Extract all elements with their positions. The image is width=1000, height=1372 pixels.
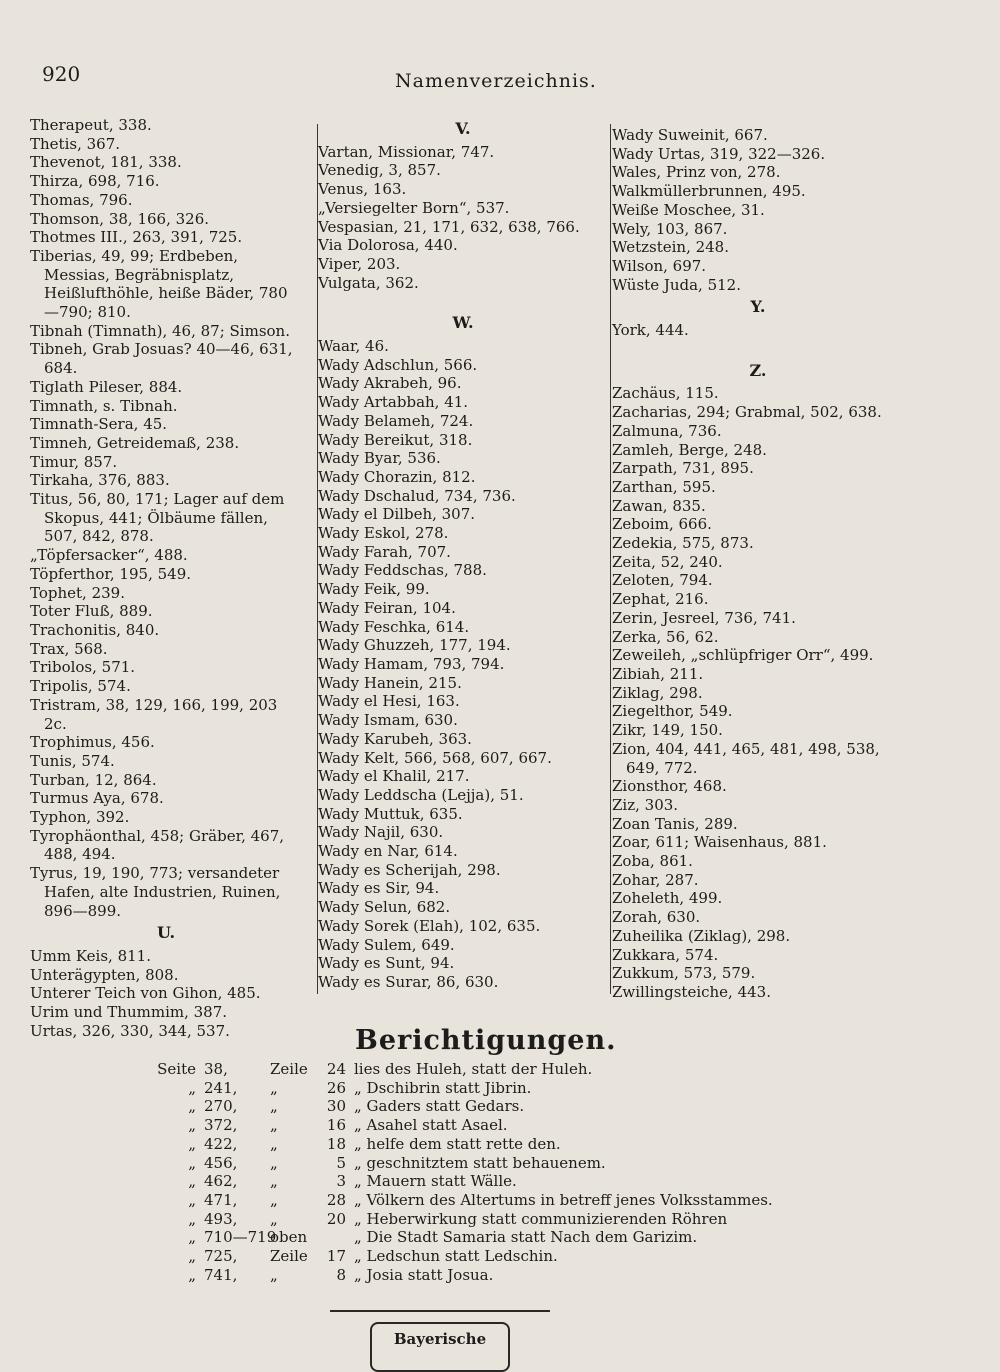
correction-cell: „ helfe dem statt rette den. [354, 1134, 561, 1153]
index-entry: Zibiah, 211. [612, 664, 704, 683]
index-entry: Venedig, 3, 857. [318, 161, 441, 180]
index-entry: York, 444. [612, 321, 689, 340]
page-number: 920 [42, 62, 81, 86]
index-entry: Wady Kelt, 566, 568, 607, 667. [318, 748, 552, 767]
index-entry: Zephat, 216. [612, 590, 709, 609]
index-entry: Wady es Scherijah, 298. [318, 860, 501, 879]
section-letter: Z. [749, 360, 767, 380]
corrections-title: Berichtigungen. [355, 1025, 617, 1056]
correction-cell: „ Dschibrin statt Jibrin. [354, 1078, 532, 1097]
index-entry: Wady es Sunt, 94. [318, 954, 455, 973]
index-entry: Zeboim, 666. [612, 515, 712, 534]
correction-row [130, 1266, 850, 1285]
correction-row [130, 1060, 850, 1079]
index-entry: Wady Sulem, 649. [318, 935, 455, 954]
correction-cell: „ [188, 1209, 196, 1228]
index-entry: Wady Leddscha (Lejja), 51. [318, 785, 524, 804]
index-entry: Wady Feschka, 614. [318, 617, 470, 636]
correction-cell: „ [270, 1134, 278, 1153]
section-letter: V. [455, 119, 471, 138]
index-entry: Turmus Aya, 678. [30, 789, 164, 808]
index-entry: Wady es Surar, 86, 630. [318, 972, 499, 991]
index-entry: Viper, 203. [318, 254, 401, 273]
index-entry: Wady Sorek (Elah), 102, 635. [318, 916, 541, 935]
index-entry: Zoar, 611; Waisenhaus, 881. [612, 833, 827, 852]
correction-cell: „ [188, 1172, 196, 1191]
index-entry: Tribolos, 571. [30, 658, 136, 677]
correction-cell: 24 [326, 1060, 346, 1078]
correction-cell: „ [188, 1153, 196, 1172]
index-entry: Venus, 163. [318, 180, 407, 199]
correction-row [130, 1172, 850, 1191]
index-entry: Zarpath, 731, 895. [612, 459, 754, 478]
index-entry: Walkmüllerbrunnen, 495. [612, 182, 806, 201]
correction-cell: „ [270, 1209, 278, 1228]
correction-cell: 38, [204, 1060, 228, 1078]
index-entry: Wady Ghuzzeh, 177, 194. [318, 636, 511, 655]
index-entry: Zuheilika (Ziklag), 298. [612, 926, 791, 945]
correction-cell: „ geschnitztem statt behauenem. [354, 1153, 606, 1172]
correction-cell: „ [188, 1247, 196, 1266]
correction-cell: „ [188, 1265, 196, 1284]
index-entry: Thotmes III., 263, 391, 725. [30, 228, 243, 247]
index-entry: Wady Feddschas, 788. [318, 561, 487, 580]
index-entry: Tirkaha, 376, 883. [30, 471, 170, 490]
index-entry: Trophimus, 456. [30, 733, 155, 752]
index-entry: Tibnah (Timnath), 46, 87; Simson. [30, 321, 290, 340]
index-entry: Zikr, 149, 150. [612, 721, 723, 740]
index-entry: Zawan, 835. [612, 496, 706, 515]
spacer [318, 292, 608, 310]
correction-cell: „ [270, 1190, 278, 1209]
index-column-1 [30, 116, 302, 1040]
index-entry: Wady Hanein, 215. [318, 673, 462, 692]
index-entry: Wady el Dilbeh, 307. [318, 505, 476, 524]
correction-cell: „ [270, 1097, 278, 1116]
index-entry: Turban, 12, 864. [30, 770, 157, 789]
index-entry: Zoheleth, 499. [612, 889, 723, 908]
index-entry: Wady el Hesi, 163. [318, 692, 460, 711]
index-entry: Zamleh, Berge, 248. [612, 440, 767, 459]
correction-cell: „ [188, 1228, 196, 1247]
index-entry: Zerka, 56, 62. [612, 627, 719, 646]
index-entry: Thirza, 698, 716. [30, 172, 160, 191]
index-entry: Wady Najil, 630. [318, 823, 444, 842]
correction-cell: 20 [326, 1209, 346, 1228]
index-entry: Trachonitis, 840. [30, 620, 160, 639]
index-entry: Urim und Thummim, 387. [30, 1003, 228, 1022]
index-entry: Wady Byar, 536. [318, 449, 441, 468]
index-entry: Wady Feik, 99. [318, 580, 430, 599]
library-stamp: Bayerische [370, 1322, 510, 1372]
index-entry: Wady Eskol, 278. [318, 524, 449, 543]
index-entry: Tripolis, 574. [30, 677, 131, 696]
corrections-list [130, 1060, 850, 1284]
index-entry: Töpferthor, 195, 549. [30, 564, 192, 583]
correction-cell: 493, [204, 1209, 238, 1228]
index-entry: Vartan, Missionar, 747. [318, 142, 495, 161]
correction-cell: 456, [204, 1153, 238, 1172]
index-entry: Zorah, 630. [612, 908, 701, 927]
index-entry: Ziegelthor, 549. [612, 702, 733, 721]
correction-row [130, 1228, 850, 1247]
index-entry: Via Dolorosa, 440. [318, 236, 458, 255]
index-column-3 [612, 126, 904, 1002]
spacer [612, 340, 904, 358]
index-entry: Timnath, s. Tibnah. [30, 396, 178, 415]
correction-cell: lies des Huleh, statt der Huleh. [354, 1060, 593, 1078]
correction-row [130, 1097, 850, 1116]
index-entry: Ziklag, 298. [612, 683, 703, 702]
index-entry: Zionsthor, 468. [612, 777, 727, 796]
index-entry: Thevenot, 181, 338. [30, 153, 182, 172]
index-entry: Zalmuna, 736. [612, 421, 722, 440]
index-entry: Wüste Juda, 512. [612, 275, 741, 294]
index-entry: Typhon, 392. [30, 808, 130, 827]
correction-cell: 3 [336, 1172, 346, 1191]
correction-row [130, 1116, 850, 1135]
correction-cell: „ [270, 1265, 278, 1284]
correction-cell: Zeile [270, 1247, 308, 1266]
correction-cell: „ Josia statt Josua. [354, 1265, 494, 1284]
index-entry: Wady Feiran, 104. [318, 598, 456, 617]
index-entry: Zacharias, 294; Grabmal, 502, 638. [612, 403, 882, 422]
correction-row [130, 1079, 850, 1098]
index-entry: Zohar, 287. [612, 870, 699, 889]
correction-cell: „ Mauern statt Wälle. [354, 1172, 517, 1191]
index-entry: Zeloten, 794. [612, 571, 713, 590]
correction-cell: „ [188, 1190, 196, 1209]
index-entry: Wady en Nar, 614. [318, 842, 458, 861]
correction-cell: 8 [336, 1265, 346, 1284]
correction-cell: 18 [326, 1134, 346, 1153]
index-entry: Wady Ismam, 630. [318, 711, 458, 730]
index-entry: Zoba, 861. [612, 852, 693, 871]
index-entry: Wady Chorazin, 812. [318, 467, 476, 486]
index-entry: Wilson, 697. [612, 256, 707, 275]
correction-cell: 17 [326, 1247, 346, 1266]
index-entry: Trax, 568. [30, 639, 108, 658]
index-entry: Ziz, 303. [612, 795, 679, 814]
index-entry: Tiglath Pileser, 884. [30, 377, 183, 396]
index-entry: Wady Belameh, 724. [318, 411, 474, 430]
index-entry: Wady Muttuk, 635. [318, 804, 463, 823]
index-entry: Toter Fluß, 889. [30, 602, 153, 621]
index-entry: Unterägypten, 808. [30, 965, 179, 984]
correction-cell: 5 [336, 1153, 346, 1172]
correction-cell [312, 1228, 354, 1247]
correction-row [130, 1191, 850, 1210]
index-entry: Wady es Sir, 94. [318, 879, 440, 898]
index-entry: Wady Suweinit, 667. [612, 126, 768, 144]
correction-row [130, 1154, 850, 1173]
correction-cell: „ [188, 1097, 196, 1116]
index-entry: Weiße Moschee, 31. [612, 200, 765, 219]
index-entry: Zwillingsteiche, 443. [612, 982, 771, 1001]
correction-cell: „ Die Stadt Samaria statt Nach dem Garizim. [354, 1228, 698, 1247]
index-entry: Tibneh, Grab Josuas? 40—46, 631, 684. [30, 340, 293, 378]
index-entry: Zarthan, 595. [612, 477, 716, 496]
index-entry: Zukkara, 574. [612, 945, 719, 964]
index-entry: Zeita, 52, 240. [612, 552, 723, 571]
index-entry: Tiberias, 49, 99; Erdbeben, Messias, Begräbnisplatz, Heißlufthöhle, heiße Bäder, 780—790; 810. [30, 246, 288, 322]
index-entry: Wales, Prinz von, 278. [612, 163, 781, 182]
correction-cell: 28 [326, 1190, 346, 1209]
index-entry: Tunis, 574. [30, 751, 115, 770]
index-entry: Wady el Khalil, 217. [318, 767, 470, 786]
index-entry: Zion, 404, 441, 465, 481, 498, 538, 649, 772. [612, 739, 880, 777]
index-entry: Wady Karubeh, 363. [318, 729, 472, 748]
correction-cell: 422, [204, 1134, 238, 1153]
section-letter: Y. [750, 297, 766, 317]
index-entry: Zachäus, 115. [612, 384, 719, 403]
correction-cell: „ Völkern des Altertums in betreff jenes Volksstammes. [354, 1190, 773, 1209]
index-entry: Therapeut, 338. [30, 116, 152, 134]
index-entry: Waar, 46. [318, 337, 389, 356]
index-entry: Wady Urtas, 319, 322—326. [612, 144, 826, 163]
correction-cell: 241, [204, 1078, 238, 1097]
column-divider [610, 124, 611, 994]
index-entry: Zeweileh, „schlüpfriger Orr“, 499. [612, 646, 874, 665]
correction-row [130, 1210, 850, 1229]
index-entry: Wady Bereikut, 318. [318, 430, 473, 449]
correction-cell: 710—719 [204, 1228, 277, 1247]
correction-cell: „ Asahel statt Asael. [354, 1116, 508, 1135]
index-entry: Timur, 857. [30, 452, 118, 471]
correction-cell: 16 [326, 1116, 346, 1135]
running-head: Namenverzeichnis. [395, 70, 597, 92]
correction-row [130, 1135, 850, 1154]
index-entry: Zukkum, 573, 579. [612, 964, 756, 983]
index-entry: Tristram, 38, 129, 166, 199, 203 2c. [30, 695, 278, 733]
correction-cell: „ [188, 1078, 196, 1097]
index-entry: Wady Hamam, 793, 794. [318, 654, 505, 673]
correction-cell: „ [188, 1116, 196, 1135]
index-entry: Vespasian, 21, 171, 632, 638, 766. [318, 217, 580, 236]
correction-cell: „ Gaders statt Gedars. [354, 1097, 525, 1116]
index-entry: Zerin, Jesreel, 736, 741. [612, 608, 796, 627]
correction-cell: 270, [204, 1097, 238, 1116]
index-entry: Wady Artabbah, 41. [318, 393, 469, 412]
section-letter: U. [156, 923, 176, 943]
correction-cell: „ [270, 1116, 278, 1135]
index-entry: Titus, 56, 80, 171; Lager auf dem Skopus, 441; Ölbäume fällen, 507, 842, 878. [30, 490, 285, 546]
index-entry: „Versiegelter Born“, 537. [318, 198, 510, 217]
correction-cell: „ [188, 1134, 196, 1153]
correction-cell: 741, [204, 1265, 238, 1284]
index-entry: „Töpfersacker“, 488. [30, 546, 188, 565]
index-entry: Wady Farah, 707. [318, 542, 451, 561]
index-entry: Wady Adschlun, 566. [318, 355, 478, 374]
index-entry: Wady Dschalud, 734, 736. [318, 486, 516, 505]
correction-cell: 725, [204, 1247, 238, 1266]
index-column-2 [318, 116, 608, 992]
index-entry: Wely, 103, 867. [612, 219, 728, 238]
correction-cell: 26 [326, 1078, 346, 1097]
correction-cell: Seite [157, 1060, 196, 1078]
index-entry: Thomson, 38, 166, 326. [30, 209, 210, 228]
index-entry: Timneh, Getreidemaß, 238. [30, 433, 240, 452]
correction-cell: „ Heberwirkung statt communizierenden Röhren [354, 1209, 728, 1228]
index-entry: Unterer Teich von Gihon, 485. [30, 984, 261, 1003]
correction-cell: „ [270, 1153, 278, 1172]
correction-cell: „ [270, 1172, 278, 1191]
correction-cell: 30 [326, 1097, 346, 1116]
correction-cell: „ [270, 1078, 278, 1097]
index-entry: Wady Akrabeh, 96. [318, 374, 462, 393]
index-entry: Vulgata, 362. [318, 273, 419, 292]
index-entry: Zoan Tanis, 289. [612, 814, 738, 833]
correction-cell: Zeile [270, 1060, 308, 1078]
index-entry: Tophet, 239. [30, 583, 125, 602]
index-entry: Wady Selun, 682. [318, 898, 451, 917]
correction-row [130, 1247, 850, 1266]
correction-cell: „ Ledschun statt Ledschin. [354, 1247, 558, 1266]
index-entry: Wetzstein, 248. [612, 238, 729, 257]
index-entry: Tyrophäonthal, 458; Gräber, 467, 488, 494. [30, 826, 285, 864]
index-entry: Thomas, 796. [30, 190, 133, 209]
correction-cell: 462, [204, 1172, 238, 1191]
correction-cell: 372, [204, 1116, 238, 1135]
index-entry: Umm Keis, 811. [30, 946, 151, 965]
index-entry: Thetis, 367. [30, 134, 120, 153]
correction-cell: oben [270, 1228, 308, 1247]
section-letter: W. [452, 313, 474, 333]
index-entry: Tyrus, 19, 190, 773; versandeter Hafen, alte Industrien, Ruinen, 896—899. [30, 864, 281, 920]
index-entry: Timnath-Sera, 45. [30, 415, 168, 434]
index-entry: Zedekia, 575, 873. [612, 534, 754, 553]
index-entry: Urtas, 326, 330, 344, 537. [30, 1021, 230, 1040]
footer-rule [330, 1310, 550, 1312]
correction-cell: 471, [204, 1190, 238, 1209]
